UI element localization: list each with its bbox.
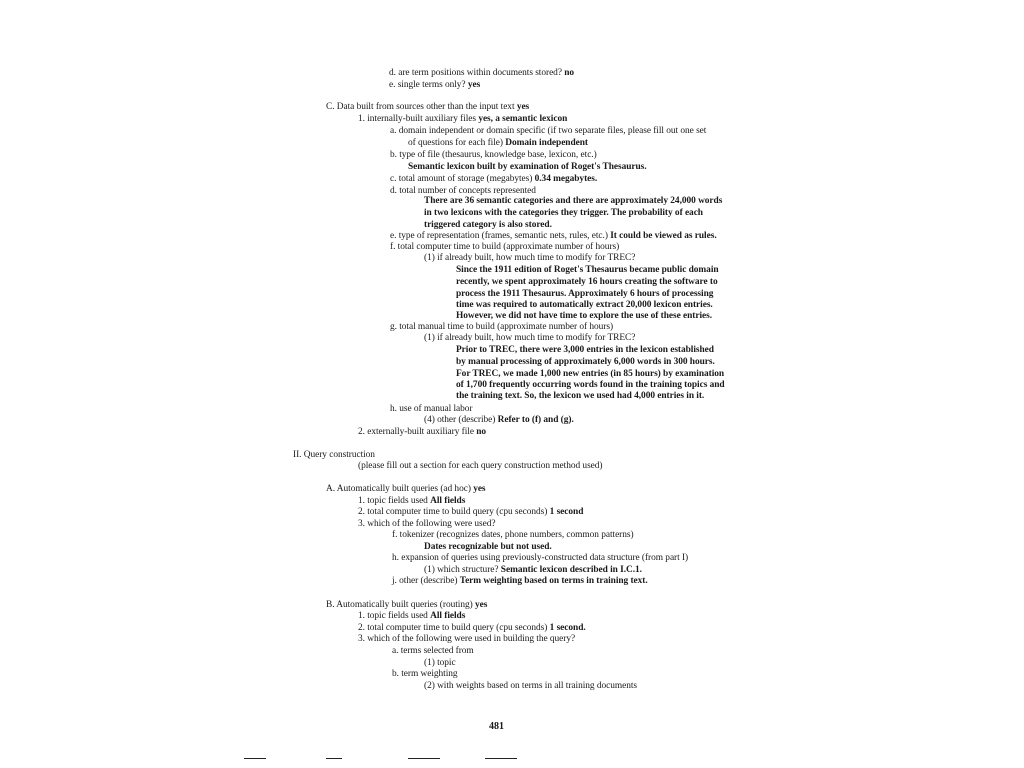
question-text: (1) which structure? <box>424 565 499 575</box>
document-line <box>424 565 642 576</box>
question-text: (1) if already built, how much time to modify for TREC? <box>424 333 636 343</box>
document-line <box>390 174 597 185</box>
document-line <box>424 658 456 669</box>
answer-text: time was required to automatically extract 20,000 lexicon entries. <box>456 300 713 310</box>
document-line <box>456 369 724 380</box>
answer-text: There are 36 semantic categories and there are approximately 24,000 words <box>424 196 723 206</box>
question-text: A. Automatically built queries (ad hoc) <box>326 484 471 494</box>
question-text: 2. total computer time to build query (cpu seconds) <box>358 623 548 633</box>
question-text: h. expansion of queries using previously-constructed data structure (from part I) <box>392 553 689 563</box>
document-line <box>424 196 722 207</box>
question-text: b. type of file (thesaurus, knowledge base, lexicon, etc.) <box>390 150 597 160</box>
answer-text: Prior to TREC, there were 3,000 entries in the lexicon established <box>456 345 714 355</box>
question-text: II. Query construction <box>293 450 375 460</box>
answer-text: Refer to (f) and (g). <box>497 415 574 425</box>
document-line <box>408 162 647 173</box>
answer-text: by manual processing of approximately 6,000 words in 300 hours. <box>456 357 715 367</box>
answer-text: yes <box>473 484 486 494</box>
document-line <box>424 208 703 219</box>
document-line <box>408 138 588 149</box>
question-text: e. type of representation (frames, semantic nets, rules, etc.) <box>390 231 608 241</box>
question-text: h. use of manual labor <box>390 404 473 414</box>
question-text: e. single terms only? <box>389 80 466 90</box>
document-line <box>390 322 613 333</box>
document-line <box>424 681 637 692</box>
document-line <box>358 634 575 645</box>
question-text: (1) topic <box>424 658 456 668</box>
document-line <box>326 484 486 495</box>
document-line <box>392 530 634 541</box>
document-line <box>389 68 574 79</box>
question-text: c. total amount of storage (megabytes) <box>390 174 533 184</box>
document-line <box>456 391 704 402</box>
question-text: 3. which of the following were used in building the query? <box>358 634 576 644</box>
document-line <box>456 277 718 288</box>
question-text: 1. topic fields used <box>358 496 428 506</box>
document-line <box>358 496 465 507</box>
question-text: B. Automatically built queries (routing) <box>326 600 473 610</box>
document-line <box>358 461 602 472</box>
answer-text: yes, a semantic lexicon <box>478 114 568 124</box>
answer-text: Domain independent <box>505 138 588 148</box>
document-line <box>390 231 717 242</box>
answer-text: process the 1911 Thesaurus. Approximately 6 hours of processing <box>456 289 714 299</box>
document-line <box>424 253 635 264</box>
document-line <box>358 507 583 518</box>
answer-text: All fields <box>430 611 466 621</box>
answer-text: of 1,700 frequently occurring words found in the training topics and <box>456 380 725 390</box>
document-line <box>326 102 529 113</box>
answer-text: Dates recognizable but not used. <box>424 542 552 552</box>
answer-text: yes <box>474 600 488 610</box>
document-line <box>358 114 567 125</box>
answer-text: Semantic lexicon built by examination of Roget's Thesaurus. <box>408 162 647 172</box>
answer-text: Semantic lexicon described in I.C.1. <box>500 565 642 575</box>
document-line <box>456 311 712 322</box>
document-line <box>456 357 715 368</box>
document-line <box>326 600 487 611</box>
answer-text: the training text. So, the lexicon we used had 4,000 entries in it. <box>456 391 705 401</box>
document-line <box>424 415 574 426</box>
question-text: 3. which of the following were used? <box>358 519 496 529</box>
question-text: d. total number of concepts represented <box>390 186 536 196</box>
document-line <box>293 450 375 461</box>
footer-rule <box>408 758 440 759</box>
answer-text: yes <box>516 102 530 112</box>
answer-text: no <box>476 427 487 437</box>
answer-text: no <box>564 68 575 78</box>
question-text: (2) with weights based on terms in all training documents <box>424 681 637 691</box>
document-line <box>392 576 648 587</box>
answer-text: It could be viewed as rules. <box>610 231 717 241</box>
footer-rule <box>244 758 266 759</box>
footer-rule <box>485 758 517 759</box>
document-line <box>392 669 458 680</box>
document-line <box>424 542 552 553</box>
footer-rule <box>326 758 342 759</box>
answer-text: However, we did not have time to explore the use of these entries. <box>456 311 713 321</box>
question-text: C. Data built from sources other than the input text <box>326 102 515 112</box>
document-line <box>390 126 706 137</box>
answer-text: All fields <box>430 496 466 506</box>
answer-text: recently, we spent approximately 16 hours creating the software to <box>456 277 718 287</box>
question-text: (1) if already built, how much time to modify for TREC? <box>424 253 636 263</box>
document-line <box>390 150 597 161</box>
document-line <box>392 646 474 657</box>
document-line <box>389 80 480 91</box>
document-line <box>424 220 552 231</box>
question-text: of questions for each file) <box>408 138 503 148</box>
answer-text: yes <box>467 80 481 90</box>
document-line <box>390 242 619 253</box>
question-text: d. are term positions within documents stored? <box>389 68 562 78</box>
document-line <box>424 333 635 344</box>
question-text: j. other (describe) <box>392 576 458 586</box>
answer-text: 1 second. <box>549 623 586 633</box>
question-text: 1. internally-built auxiliary files <box>358 114 477 124</box>
document-line <box>358 623 586 634</box>
question-text: 2. total computer time to build query (cpu seconds) <box>358 507 548 517</box>
document-line <box>456 380 725 391</box>
document-line <box>392 553 688 564</box>
document-line <box>358 427 486 438</box>
question-text: a. domain independent or domain specific (if two separate files, please fill out one set <box>390 126 707 136</box>
document-line <box>456 300 713 311</box>
answer-text: in two lexicons with the categories they trigger. The probability of each <box>424 208 703 218</box>
document-line <box>456 345 714 356</box>
document-line <box>358 611 465 622</box>
question-text: a. terms selected from <box>392 646 474 656</box>
question-text: g. total manual time to build (approximate number of hours) <box>390 322 614 332</box>
answer-text: For TREC, we made 1,000 new entries (in 85 hours) by examination <box>456 369 725 379</box>
document-line <box>456 265 719 276</box>
document-line <box>358 519 495 530</box>
question-text: (4) other (describe) <box>424 415 496 425</box>
document-line <box>456 289 713 300</box>
answer-text: Since the 1911 edition of Roget's Thesaurus became public domain <box>456 265 719 275</box>
page-number: 481 <box>489 721 504 732</box>
question-text: (please fill out a section for each query construction method used) <box>358 461 603 471</box>
document-line <box>390 404 472 415</box>
answer-text: Term weighting based on terms in training text. <box>459 576 648 586</box>
question-text: 2. externally-built auxiliary file <box>358 427 474 437</box>
question-text: f. total computer time to build (approximate number of hours) <box>390 242 620 252</box>
answer-text: 0.34 megabytes. <box>534 174 598 184</box>
answer-text: 1 second <box>549 507 584 517</box>
question-text: 1. topic fields used <box>358 611 428 621</box>
question-text: b. term weighting <box>392 669 458 679</box>
question-text: f. tokenizer (recognizes dates, phone numbers, common patterns) <box>392 530 634 540</box>
answer-text: triggered category is also stored. <box>424 220 552 230</box>
